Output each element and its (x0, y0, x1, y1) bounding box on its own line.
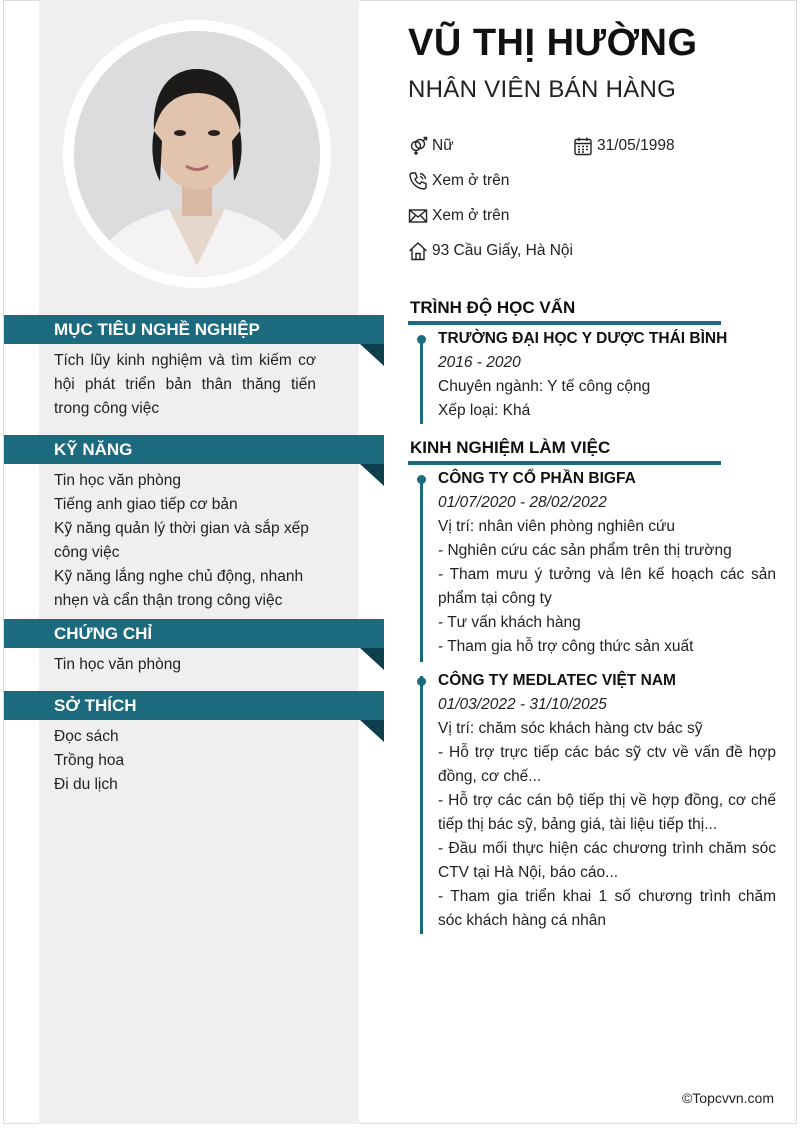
list-item: Đi du lịch (54, 776, 118, 793)
timeline-dot (417, 677, 426, 686)
job-period: 01/03/2022 - 31/10/2025 (438, 696, 607, 713)
gender-info (408, 134, 454, 158)
job-period: 01/07/2020 - 28/02/2022 (438, 494, 607, 511)
job-duty: - Đầu mối thực hiện các chương trình chăm sóc CTV tại Hà Nội, báo cáo... (438, 840, 776, 881)
objective-heading: MỤC TIÊU NGHỀ NGHIỆP (4, 315, 384, 344)
calendar-icon (573, 136, 593, 156)
experience-heading-underline (408, 461, 721, 465)
company-name: CÔNG TY MEDLATEC VIỆT NAM (438, 672, 676, 689)
list-item: Đọc sách (54, 728, 119, 745)
job-duty: - Hỗ trợ các cán bộ tiếp thị về hợp đồng, cơ chế tiếp thị bác sỹ, bảng giá, tài liệu tiếp thị... (438, 792, 776, 833)
certificates-heading: CHỨNG CHỈ (4, 619, 384, 648)
skills-heading-fold (360, 464, 384, 486)
job-position: Vị trí: nhân viên phòng nghiên cứu (438, 518, 676, 535)
timeline-dot (417, 335, 426, 344)
objective-heading-fold (360, 344, 384, 366)
job-position: Vị trí: chăm sóc khách hàng ctv bác sỹ (438, 720, 703, 737)
hobbies-heading: SỞ THÍCH (4, 691, 384, 720)
education-heading: TRÌNH ĐỘ HỌC VẤN (410, 298, 576, 317)
objective-text: Tích lũy kinh nghiệm và tìm kiếm cơ hội phát triển bản thân thăng tiến trong công việc (54, 352, 316, 417)
envelope-icon (408, 206, 428, 226)
list-item: Kỹ năng lắng nghe chủ động, nhanh nhẹn và cẩn thận trong công việc (54, 568, 304, 609)
education-entry (438, 327, 776, 423)
gender-icon (408, 136, 428, 156)
avatar-photo (74, 31, 320, 277)
hobbies-heading-fold (360, 720, 384, 742)
education-timeline (420, 342, 423, 424)
hobbies-list (54, 725, 316, 797)
education-heading-underline (408, 321, 721, 325)
job-timeline (420, 676, 423, 934)
job-entry (438, 669, 776, 933)
job-duty: - Tư vấn khách hàng (438, 614, 581, 631)
school-name: TRƯỜNG ĐẠI HỌC Y DƯỢC THÁI BÌNH (438, 330, 728, 347)
timeline-dot (417, 475, 426, 484)
email-value: Xem ở trên (432, 207, 510, 224)
footer-credit: ©Topcvvn.com (681, 1090, 774, 1106)
job-duty: - Tham mưu ý tưởng và lên kế hoạch các sản phẩm tại công ty (438, 566, 776, 607)
avatar (74, 31, 320, 277)
company-name: CÔNG TY CỔ PHẦN BIGFA (438, 470, 636, 487)
education-grade: Xếp loại: Khá (438, 402, 531, 419)
education-period: 2016 - 2020 (438, 354, 521, 371)
experience-heading: KINH NGHIỆM LÀM VIỆC (410, 438, 611, 457)
skills-heading: KỸ NĂNG (4, 435, 384, 464)
phone-icon (408, 171, 428, 191)
home-icon (408, 241, 428, 261)
job-title: NHÂN VIÊN BÁN HÀNG (408, 76, 677, 103)
list-item: Tin học văn phòng (54, 472, 181, 489)
job-duty: - Hỗ trợ trực tiếp các bác sỹ ctv về vấn đề hợp đồng, cơ chế... (438, 744, 776, 785)
certificates-list (54, 653, 316, 677)
candidate-name: VŨ THỊ HƯỜNG (408, 22, 698, 64)
job-duty: - Tham gia triển khai 1 số chương trình chăm sóc khách hàng cá nhân (438, 888, 776, 929)
phone-info (408, 169, 509, 193)
list-item: Tiếng anh giao tiếp cơ bản (54, 496, 238, 513)
certificates-heading-fold (360, 648, 384, 670)
job-timeline (420, 482, 423, 662)
birthdate-info (573, 134, 675, 158)
address-value: 93 Cầu Giấy, Hà Nội (432, 242, 573, 259)
job-duty: - Tham gia hỗ trợ công thức sản xuất (438, 638, 694, 655)
phone-value: Xem ở trên (432, 172, 510, 189)
address-info (408, 239, 573, 263)
list-item: Tin học văn phòng (54, 656, 181, 673)
birthdate-value: 31/05/1998 (597, 137, 675, 154)
skills-list (54, 469, 316, 613)
education-major: Chuyên ngành: Y tế công cộng (438, 378, 651, 395)
email-info (408, 204, 509, 228)
job-entry (438, 467, 776, 659)
gender-value: Nữ (432, 137, 454, 154)
list-item: Trồng hoa (54, 752, 125, 769)
list-item: Kỹ năng quản lý thời gian và sắp xếp công việc (54, 520, 309, 561)
job-duty: - Nghiên cứu các sản phẩm trên thị trường (438, 542, 732, 559)
